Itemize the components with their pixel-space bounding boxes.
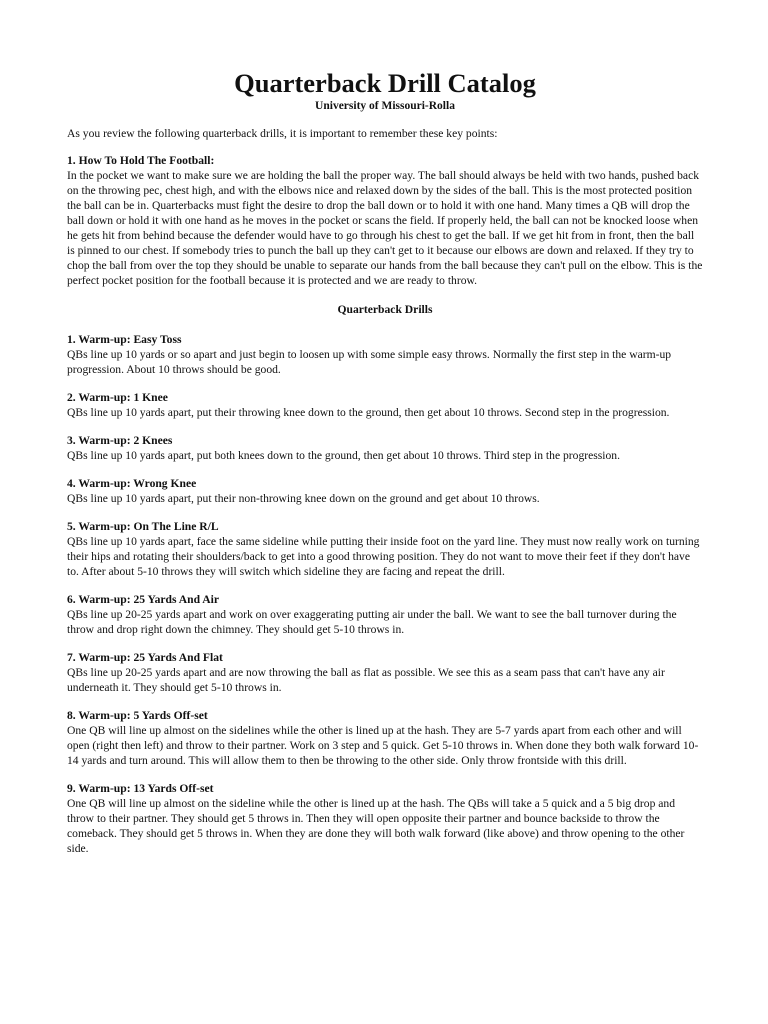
document-page (67, 68, 703, 869)
drill-body: QBs line up 10 yards or so apart and just begin to loosen up with some simple easy throws. Normally the first step in the warm-up progression. About 10 throws should be good. (67, 348, 672, 376)
drill-body: QBs line up 10 yards apart, put both knees down to the ground, then get about 10 throws. Third step in the progression. (67, 449, 620, 462)
key-point (67, 153, 703, 288)
drill-item (67, 781, 703, 856)
intro-text: As you review the following quarterback drills, it is important to remember these key points: (67, 127, 498, 140)
drill-heading: 6. Warm-up: 25 Yards And Air (67, 593, 220, 606)
drill-item (67, 390, 703, 420)
drill-body: QBs line up 10 yards apart, put their non-throwing knee down on the ground and get about 10 throws. (67, 492, 540, 505)
drill-heading: 2. Warm-up: 1 Knee (67, 391, 168, 404)
drill-item (67, 708, 703, 768)
drills-section-title: Quarterback Drills (337, 303, 433, 316)
drill-heading: 4. Warm-up: Wrong Knee (67, 477, 197, 490)
drill-heading: 1. Warm-up: Easy Toss (67, 333, 182, 346)
key-point-body: In the pocket we want to make sure we are holding the ball the proper way. The ball should always be held with two hands, pushed back on the throwing pec, chest high, and with the elbows nice and relaxed down by the sides of the ball. This is the most protected position the ball can be in. Quarterbacks must fight the desire to drop the ball down or to hold it with one hand. Many times a QB will drop the ball down or hold it with one hand as he moves in the pocket or scans the field. If properly held, the ball can not be knocked loose when he gets hit from behind because the defender would have to go through his chest to get the ball. If we get hit from in front, then the ball is pinned to our chest. If somebody tries to punch the ball up they can't get to it because our elbows are down and relaxed. If they try to chop the ball from over the top they should be unable to separate our hands from the ball because they can't pull on the elbow. This is the perfect pocket position for the football because it is protected and we are ready to throw. (67, 169, 703, 287)
key-point-heading: 1. How To Hold The Football: (67, 154, 215, 167)
drill-item (67, 332, 703, 377)
drill-heading: 3. Warm-up: 2 Knees (67, 434, 173, 447)
drill-body: One QB will line up almost on the sideline while the other is lined up at the hash. The QBs will take a 5 quick and a 5 big drop and throw to their partner. They should get 5 throws in. Then they will open opposite their partner and bounce backside to throw the comeback. They should get 5 throws in. When they are done they will both walk forward (like above) and throw opening to the other side. (67, 797, 685, 855)
document-title: Quarterback Drill Catalog (234, 68, 536, 98)
drill-body: QBs line up 20-25 yards apart and work on over exaggerating putting air under the ball. We want to see the ball turnover during the throw and drop right down the chimney. They should get 5-10 throws in. (67, 608, 677, 636)
drill-heading: 7. Warm-up: 25 Yards And Flat (67, 651, 223, 664)
drill-body: QBs line up 10 yards apart, face the same sideline while putting their inside foot on the yard line. They must now really work on turning their hips and rotating their shoulders/back to get into a good throwing position. They do not want to move their feet if they don't have to. After about 5-10 throws they will switch which sideline they are facing and repeat the drill. (67, 535, 700, 578)
drill-item (67, 476, 703, 506)
drill-heading: 9. Warm-up: 13 Yards Off-set (67, 782, 214, 795)
drill-item (67, 592, 703, 637)
drill-body: QBs line up 10 yards apart, put their throwing knee down to the ground, then get about 10 throws. Second step in the progression. (67, 406, 670, 419)
drill-heading: 5. Warm-up: On The Line R/L (67, 520, 219, 533)
drill-item (67, 433, 703, 463)
drill-item (67, 519, 703, 579)
document-subtitle: University of Missouri-Rolla (315, 100, 455, 112)
drill-heading: 8. Warm-up: 5 Yards Off-set (67, 709, 208, 722)
drill-body: One QB will line up almost on the sidelines while the other is lined up at the hash. They are 5-7 yards apart from each other and will open (right then left) and throw to their partner. Work on 3 step and 5 quick. Get 5-10 throws in. When done they both walk forward 10-14 yards and turn around. This will allow them to then be throwing to the other side. Only throw frontside with this drill. (67, 724, 699, 767)
drill-body: QBs line up 20-25 yards apart and are now throwing the ball as flat as possible. We see this as a seam pass that can't have any air underneath it. They should get 5-10 throws in. (67, 666, 665, 694)
drill-item (67, 650, 703, 695)
